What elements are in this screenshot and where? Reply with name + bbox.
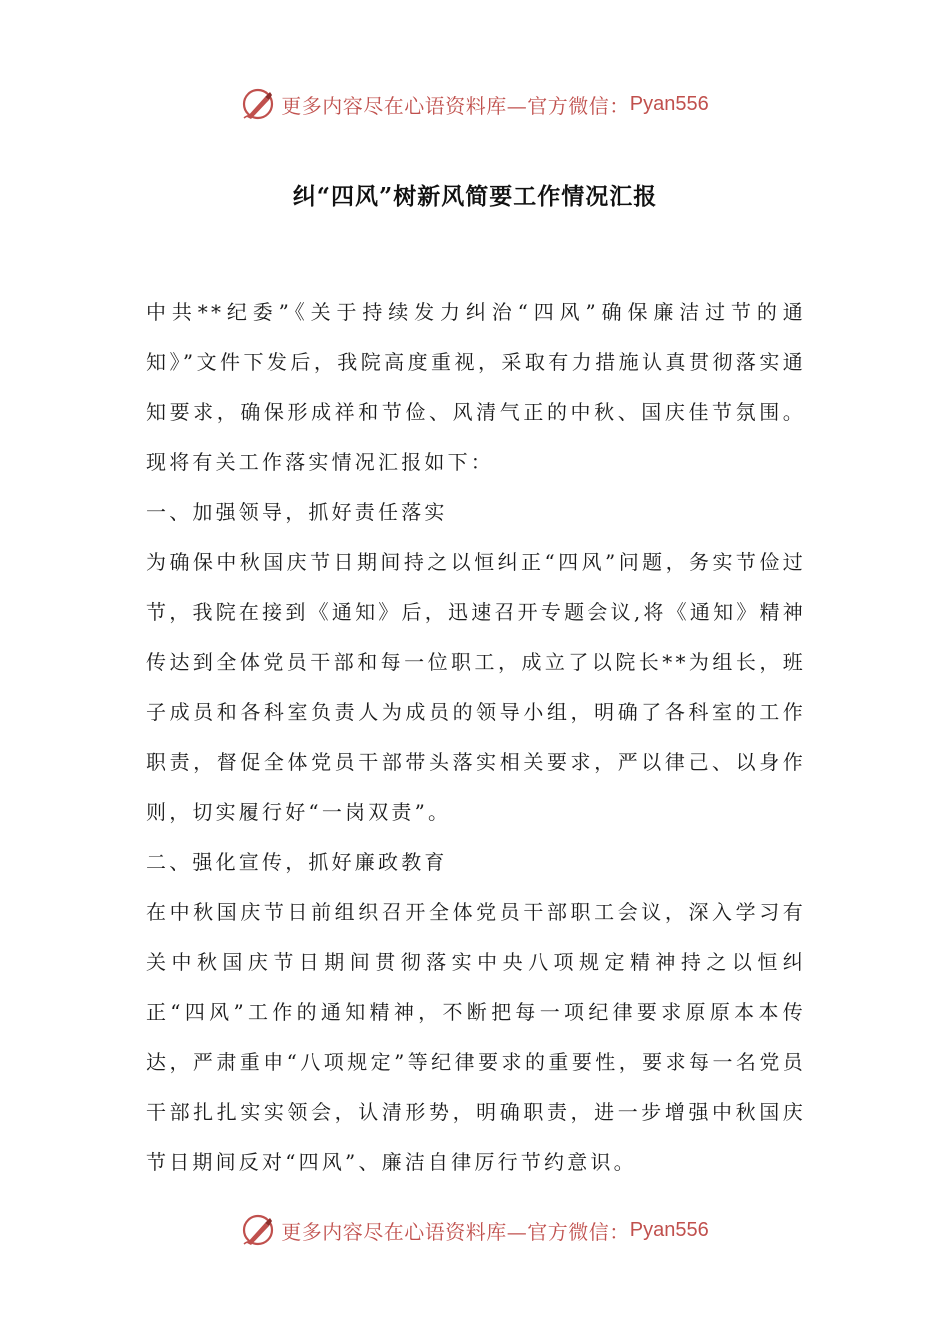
document-title: 纠“四风”树新风简要工作情况汇报: [292, 183, 658, 210]
document-body: [146, 287, 806, 1187]
pen-logo-icon: [241, 1213, 275, 1247]
watermark-text: 更多内容尽在心语资料库—官方微信：: [281, 93, 630, 118]
watermark-wechat-id: Pyan556: [629, 92, 709, 115]
section-heading-2: 二、强化宣传，抓好廉政教育: [146, 850, 448, 874]
header-watermark: [0, 84, 950, 124]
intro-paragraph: 中共**纪委”《关于持续发力纠治“四风”确保廉洁过节的通知》”文件下发后，我院高度重视，采取有力措施认真贯彻落实通知要求，确保形成祥和节俭、风清气正的中秋、国庆佳节氛围。现将有关工作落实情况汇报如下：: [146, 300, 806, 474]
section-1-paragraph: 为确保中秋国庆节日期间持之以恒纠正“四风”问题，务实节俭过节，我院在接到《通知》后，迅速召开专题会议,将《通知》精神传达到全体党员干部和每一位职工，成立了以院长**为组长，班子成员和各科室负责人为成员的领导小组，明确了各科室的工作职责，督促全体党员干部带头落实相关要求，严以律己、以身作则，切实履行好“一岗双责”。: [146, 550, 806, 824]
section-heading-1: 一、加强领导，抓好责任落实: [146, 500, 448, 524]
footer-watermark: [0, 1210, 950, 1250]
pen-logo-icon: [241, 87, 275, 121]
watermark-text: 更多内容尽在心语资料库—官方微信：: [281, 1219, 630, 1244]
watermark-wechat-id: Pyan556: [629, 1218, 709, 1241]
section-2-paragraph: 在中秋国庆节日前组织召开全体党员干部职工会议，深入学习有关中秋国庆节日期间贯彻落实中央八项规定精神持之以恒纠正“四风”工作的通知精神，不断把每一项纪律要求原原本本传达，严肃重申“八项规定”等纪律要求的重要性，要求每一名党员干部扎扎实实领会，认清形势，明确职责，进一步增强中秋国庆节日期间反对“四风”、廉洁自律厉行节约意识。: [146, 900, 806, 1174]
